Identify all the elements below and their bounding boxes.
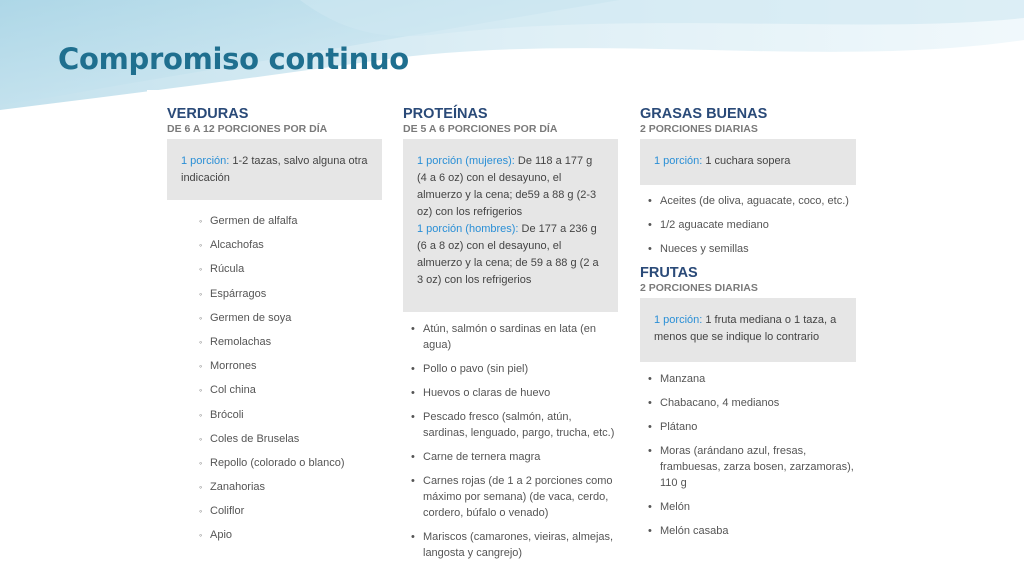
- frutas-subtitle: 2 PORCIONES DIARIAS: [640, 282, 758, 294]
- list-item: • Nueces y semillas: [640, 241, 856, 257]
- list-item: • Pescado fresco (salmón, atún, sardinas, lenguado, pargo, trucha, etc.): [403, 409, 618, 441]
- portion-text: 1 cuchara sopera: [702, 155, 791, 167]
- list-item: • Carne de ternera magra: [403, 449, 618, 465]
- verduras-column: [167, 106, 382, 552]
- verduras-subtitle: DE 6 A 12 PORCIONES POR DÍA: [167, 123, 328, 135]
- grasas-title: GRASAS BUENAS: [640, 106, 768, 122]
- frutas-list: [640, 371, 856, 539]
- slide-title: Compromiso continuo: [58, 42, 409, 76]
- grasas-frutas-column: [640, 106, 856, 547]
- grasas-subtitle: 2 PORCIONES DIARIAS: [640, 123, 758, 135]
- list-item: • Moras (arándano azul, fresas, frambuesas, zarza bosen, zarzamoras), 110 g: [640, 443, 856, 491]
- frutas-portion-box: [640, 298, 856, 362]
- proteinas-title: PROTEÍNAS: [403, 106, 488, 122]
- list-item: ◦ Col china: [167, 382, 382, 406]
- list-item: ◦ Coles de Bruselas: [167, 431, 382, 455]
- list-item: • Melón casaba: [640, 523, 856, 539]
- verduras-portion-box: [167, 139, 382, 200]
- frutas-title: FRUTAS: [640, 265, 698, 281]
- list-item: • Huevos o claras de huevo: [403, 385, 618, 401]
- list-item: ◦ Coliflor: [167, 503, 382, 527]
- list-item: ◦ Germen de alfalfa: [167, 213, 382, 237]
- portion-label: 1 porción:: [654, 314, 703, 326]
- list-item: • Carnes rojas (de 1 a 2 porciones como máximo por semana) (de vaca, cerdo, cordero, búfalo o venado): [403, 473, 618, 521]
- portion-label: 1 porción:: [181, 155, 230, 167]
- proteinas-subtitle: DE 5 A 6 PORCIONES POR DÍA: [403, 123, 558, 135]
- grasas-list: [640, 193, 856, 257]
- proteinas-list: [403, 321, 618, 561]
- portion-text: 1-2 tazas, salvo alguna otra indicación: [181, 155, 368, 184]
- list-item: • Chabacano, 4 medianos: [640, 395, 856, 411]
- list-item: ◦ Apio: [167, 527, 382, 551]
- list-item: • 1/2 aguacate mediano: [640, 217, 856, 233]
- list-item: ◦ Espárragos: [167, 286, 382, 310]
- verduras-title: VERDURAS: [167, 106, 249, 122]
- portion-text: 1 fruta mediana o 1 taza, a menos que se indique lo contrario: [654, 314, 837, 343]
- list-item: ◦ Morrones: [167, 358, 382, 382]
- portion-label-men: 1 porción (hombres):: [417, 223, 519, 235]
- list-item: • Plátano: [640, 419, 856, 435]
- list-item: • Melón: [640, 499, 856, 515]
- list-item: ◦ Remolachas: [167, 334, 382, 358]
- proteinas-portion-box: [403, 139, 618, 312]
- list-item: ◦ Zanahorias: [167, 479, 382, 503]
- list-item: • Manzana: [640, 371, 856, 387]
- list-item: ◦ Repollo (colorado o blanco): [167, 455, 382, 479]
- list-item: • Pollo o pavo (sin piel): [403, 361, 618, 377]
- list-item: ◦ Brócoli: [167, 407, 382, 431]
- portion-text-women: De 118 a 177 g (4 a 6 oz) con el desayuno, el almuerzo y la cena; de59 a 88 g (2-3 oz) con los refrigerios: [417, 155, 597, 218]
- list-item: ◦ Germen de soya: [167, 310, 382, 334]
- list-item: • Aceites (de oliva, aguacate, coco, etc.): [640, 193, 856, 209]
- proteinas-column: [403, 106, 618, 569]
- food-guide-panel: [147, 90, 864, 559]
- grasas-portion-box: [640, 139, 856, 185]
- portion-text-men: De 177 a 236 g (6 a 8 oz) con el desayuno, el almuerzo y la cena; de 59 a 88 g (2 a 3 oz) con los refrigerios: [417, 223, 599, 286]
- list-item: ◦ Alcachofas: [167, 237, 382, 261]
- list-item: ◦ Rúcula: [167, 261, 382, 285]
- list-item: • Atún, salmón o sardinas en lata (en agua): [403, 321, 618, 353]
- list-item: • Mariscos (camarones, vieiras, almejas, langosta y cangrejo): [403, 529, 618, 561]
- portion-label-women: 1 porción (mujeres):: [417, 155, 515, 167]
- portion-label: 1 porción:: [654, 155, 703, 167]
- verduras-list: [167, 213, 382, 552]
